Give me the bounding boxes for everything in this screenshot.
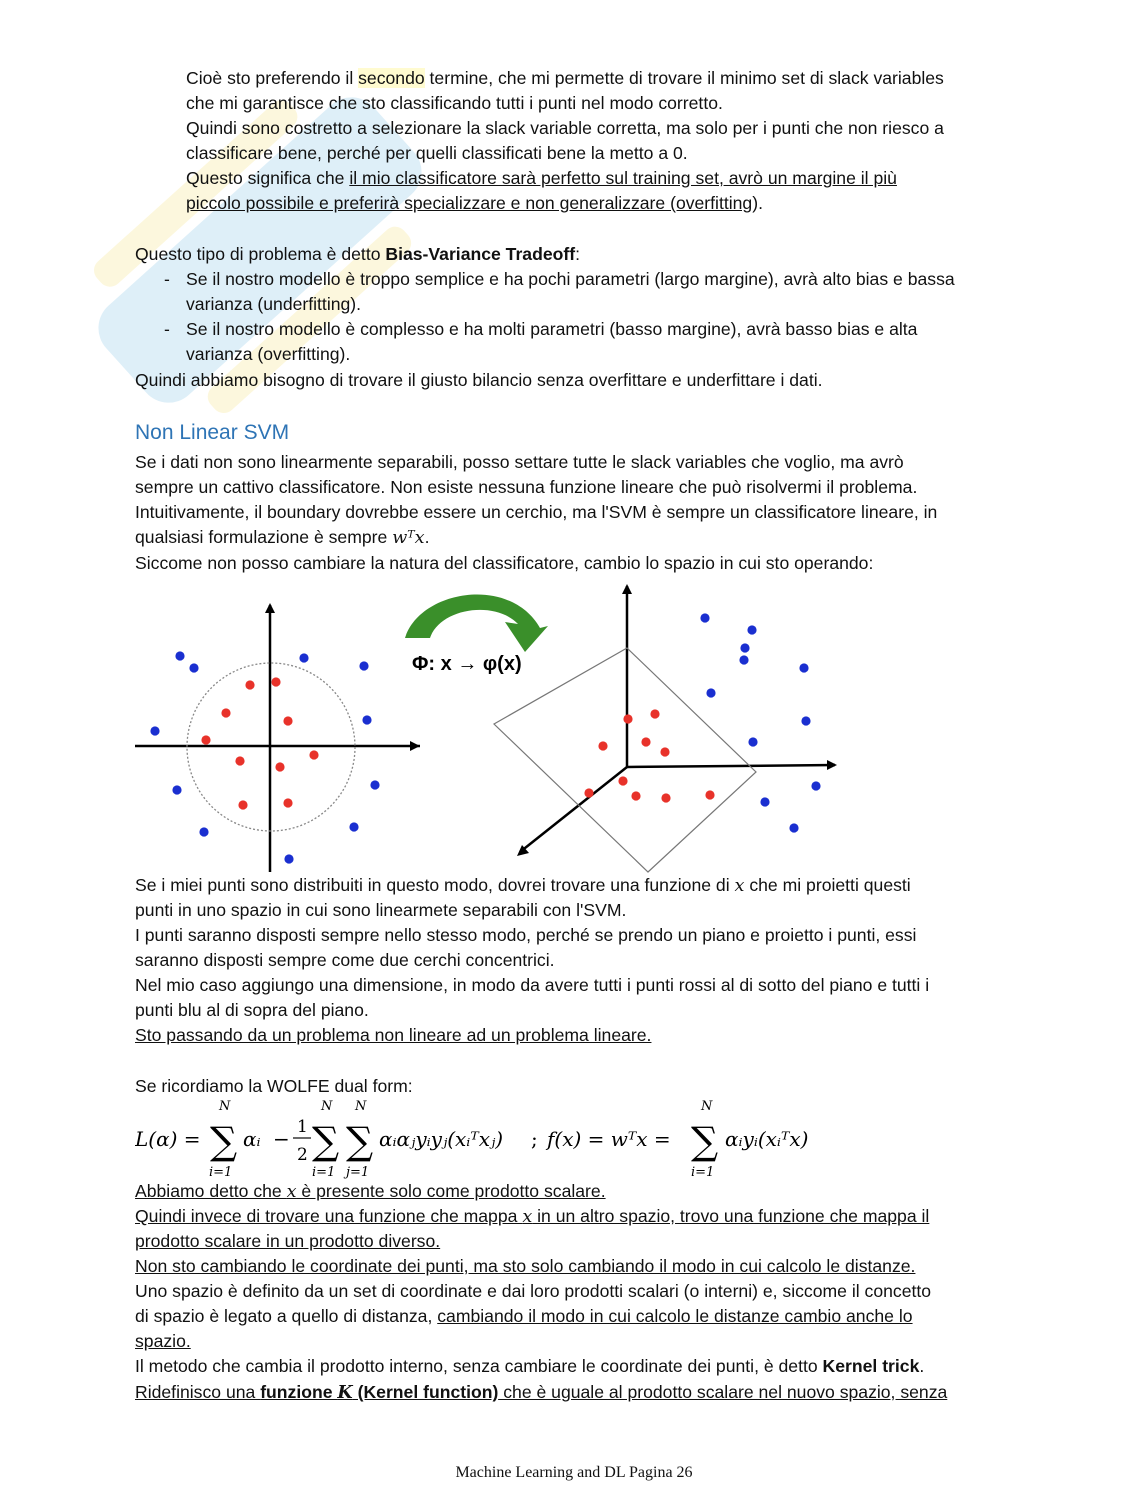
eq-term-alpha: αᵢ <box>243 1127 261 1151</box>
x-axis-arrow <box>410 741 420 751</box>
eq-sum3-sigma: ∑ <box>346 1119 374 1163</box>
red-point <box>238 800 247 809</box>
p1-line2: che mi garantisce che sto classificando tutti i punti nel modo corretto. <box>186 93 723 113</box>
blue-point <box>747 625 756 634</box>
plot-2d <box>135 603 420 872</box>
eq-sum3-bottom: j=1 <box>346 1165 370 1180</box>
bias-variance-intro: Questo tipo di problema è detto Bias-Variance Tradeoff: <box>135 244 580 264</box>
red-point <box>235 756 244 765</box>
bias-variance-conclusion: Quindi abbiamo bisogno di trovare il giusto bilancio senza overfittare e underfittare i dati. <box>135 370 823 390</box>
blue-point <box>740 643 749 652</box>
p3-line5: Siccome non posso cambiare la natura del classificatore, cambio lo spazio in cui sto operando: <box>135 553 874 573</box>
bullet1-line1: Se il nostro modello è troppo semplice e ha pochi parametri (largo margine), avrà alto bias e bassa <box>186 269 955 289</box>
page-footer: Machine Learning and DL Pagina 26 <box>455 1464 693 1481</box>
red-point <box>705 790 714 799</box>
red-point <box>271 677 280 686</box>
red-point <box>641 737 650 746</box>
eq-sum1-top: N <box>219 1099 231 1114</box>
bullet2-line2: varianza (overfitting). <box>186 344 351 364</box>
blue-point <box>150 726 159 735</box>
blue-point <box>748 737 757 746</box>
blue-point <box>811 781 820 790</box>
blue-point <box>175 651 184 660</box>
p5-line4: prodotto scalare in un prodotto diverso. <box>135 1231 441 1251</box>
section-heading: Non Linear SVM <box>135 421 290 444</box>
blue-point <box>362 715 371 724</box>
blue-point <box>172 785 181 794</box>
curved-arrow-icon <box>405 595 548 652</box>
blue-point <box>799 663 808 672</box>
p1-line6: piccolo possibile e preferirà specializzare e non generalizzare (overfitting). <box>186 193 763 213</box>
eq-decision-function: f(x) = wᵀx = <box>547 1127 671 1151</box>
blue-point <box>199 827 208 836</box>
p3-line1: Se i dati non sono linearmente separabili, posso settare tutte le slack variables che voglio, ma avrò <box>135 452 904 472</box>
eq-sum3-top: N <box>355 1099 367 1114</box>
eq-sum4-sigma: ∑ <box>691 1119 719 1163</box>
red-point <box>618 776 627 785</box>
p3-line2: sempre un cattivo classificatore. Non esiste nessuna funzione lineare che può risolvermi il problema. <box>135 477 918 497</box>
red-point <box>598 741 607 750</box>
blue-point <box>284 854 293 863</box>
p5-line7: di spazio è legato a quello di distanza, cambiando il modo in cui calcolo le distanze cambio anche lo <box>135 1306 913 1326</box>
mapping-label: Φ: x → φ(x) <box>412 653 522 675</box>
red-point <box>661 793 670 802</box>
p1-line1: Cioè sto preferendo il secondo termine, che mi permette di trovare il minimo set di slack variables <box>186 68 944 88</box>
blue-point <box>739 655 748 664</box>
wolfe-dual-equation <box>135 1098 835 1180</box>
blue-point <box>189 663 198 672</box>
eq-minus: − <box>273 1127 290 1151</box>
p4-line2: punti in uno spazio in cui sono linearmete separabili con l'SVM. <box>135 900 627 920</box>
p4-line5: Nel mio caso aggiungo una dimensione, in modo da avere tutti i punti rossi al di sotto del piano e tutti i <box>135 975 930 995</box>
p1-line3: Quindi sono costretto a selezionare la slack variable corretta, ma solo per i punti che non riesco a <box>186 118 944 138</box>
blue-point <box>359 661 368 670</box>
bullet-dash-2: - <box>164 319 170 339</box>
red-point <box>584 788 593 797</box>
p5-line3: Quindi invece di trovare una funzione che mappa x in un altro spazio, trovo una funzione che mappa il <box>135 1206 930 1227</box>
p3-line3: Intuitivamente, il boundary dovrebbe essere un cerchio, ma l'SVM è sempre un classificatore lineare, in <box>135 502 938 522</box>
eq-sum2-sigma: ∑ <box>312 1119 340 1163</box>
red-point <box>245 680 254 689</box>
eq-sum1-sigma: ∑ <box>210 1119 238 1163</box>
p1-line4: classificare bene, perché per quelli classificati bene la metto a 0. <box>186 143 688 163</box>
z-axis-arrow <box>622 584 632 594</box>
p5-line9: Il metodo che cambia il prodotto interno, senza cambiare le coordinate dei punti, è detto Kernel trick. <box>135 1356 925 1376</box>
x-axis-3d <box>627 765 835 767</box>
red-point <box>221 708 230 717</box>
p4-line6: punti blu al di sopra del piano. <box>135 1000 369 1020</box>
p4-line7: Sto passando da un problema non lineare ad un problema lineare. <box>135 1025 652 1045</box>
eq-term-kernel: αᵢyᵢ(xᵢᵀx) <box>725 1127 809 1151</box>
blue-point <box>299 653 308 662</box>
red-point <box>631 791 640 800</box>
eq-sum2-top: N <box>321 1099 333 1114</box>
red-point <box>660 747 669 756</box>
eq-sum1-bottom: i=1 <box>209 1165 233 1180</box>
eq-half-num: 1 <box>297 1117 308 1137</box>
p5-line5: Non sto cambiando le coordinate dei punti, ma sto solo cambiando il modo in cui calcolo le distanze. <box>135 1256 916 1276</box>
p4-line1: Se i miei punti sono distribuiti in questo modo, dovrei trovare una funzione di x che mi proietti questi <box>135 875 911 896</box>
p1-line5: Questo significa che il mio classificatore sarà perfetto sul training set, avrò un margine il più <box>186 168 897 188</box>
blue-point <box>370 780 379 789</box>
eq-sum4-bottom: i=1 <box>691 1165 715 1180</box>
bullet2-line1: Se il nostro modello è complesso e ha molti parametri (basso margine), avrà basso bias e alta <box>186 319 918 339</box>
bullet-dash-1: - <box>164 269 170 289</box>
blue-point <box>760 797 769 806</box>
separating-plane <box>494 648 756 872</box>
eq-term-quadratic: αᵢαⱼyᵢyⱼ(xᵢᵀxⱼ) <box>379 1127 504 1151</box>
blue-point <box>349 822 358 831</box>
p5-line8: spazio. <box>135 1331 191 1351</box>
red-point <box>309 750 318 759</box>
blue-point <box>700 613 709 622</box>
eq-lhs: L(α) = <box>135 1127 201 1151</box>
eq-half-den: 2 <box>297 1145 308 1165</box>
y-axis-arrow <box>265 603 275 613</box>
y-axis-3d <box>520 767 627 852</box>
bullet1-line2: varianza (underfitting). <box>186 294 362 314</box>
eq-separator: ; <box>531 1127 538 1151</box>
red-point <box>283 716 292 725</box>
p5-line2: Abbiamo detto che x è presente solo come prodotto scalare. <box>135 1181 606 1202</box>
x3d-axis-arrow <box>827 760 837 770</box>
red-point <box>283 798 292 807</box>
red-point <box>650 709 659 718</box>
p5-line10: Ridefinisco una funzione K (Kernel function) che è uguale al prodotto scalare nel nuovo spazio, senza <box>135 1382 948 1403</box>
red-point <box>623 714 632 723</box>
p4-line3: I punti saranno disposti sempre nello stesso modo, perché se prendo un piano e proietto i punti, essi <box>135 925 917 945</box>
blue-point <box>789 823 798 832</box>
p3-line4: qualsiasi formulazione è sempre wᵀx. <box>135 527 430 548</box>
red-point <box>275 762 284 771</box>
blue-point <box>706 688 715 697</box>
p5-line6: Uno spazio è definito da un set di coordinate e dai loro prodotti scalari (o interni) e, siccome il concetto <box>135 1281 932 1301</box>
eq-sum2-bottom: i=1 <box>312 1165 336 1180</box>
blue-point <box>801 716 810 725</box>
p4-line4: saranno disposti sempre come due cerchi concentrici. <box>135 950 555 970</box>
wolfe-intro: Se ricordiamo la WOLFE dual form: <box>135 1076 413 1096</box>
eq-sum4-top: N <box>701 1099 713 1114</box>
red-point <box>201 735 210 744</box>
data-points <box>150 613 820 863</box>
